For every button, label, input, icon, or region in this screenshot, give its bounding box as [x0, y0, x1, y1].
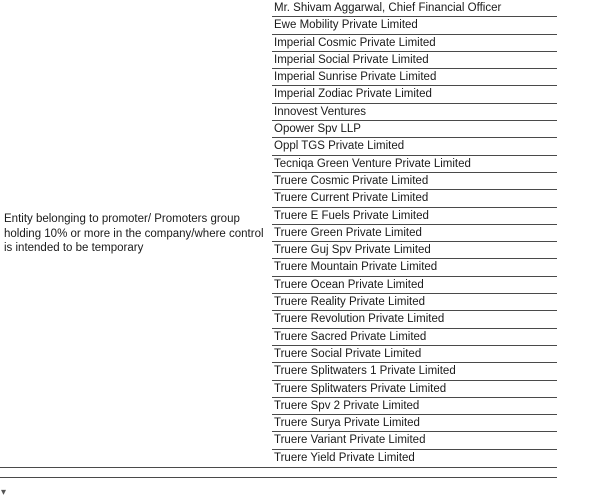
- list-item: Truere Yield Private Limited: [274, 451, 415, 464]
- list-item: Truere Spv 2 Private Limited: [272, 398, 557, 415]
- list-item: Truere Guj Spv Private Limited: [272, 242, 557, 259]
- list-item: Truere E Fuels Private Limited: [272, 208, 557, 225]
- entity-label-text: Entity belonging to promoter/ Promoters group holding 10% or more in the company/where control is intended to be temporary: [4, 213, 264, 254]
- list-item: Truere Social Private Limited: [272, 346, 557, 363]
- list-item: Opower Spv LLP: [272, 121, 557, 138]
- list-item: Truere Mountain Private Limited: [272, 259, 557, 276]
- list-item: Imperial Cosmic Private Limited: [272, 35, 557, 52]
- entity-label-cell: [0, 0, 272, 468]
- list-item: Truere Reality Private Limited: [272, 294, 557, 311]
- list-item: Truere Variant Private Limited: [272, 432, 557, 449]
- list-item: Imperial Sunrise Private Limited: [272, 69, 557, 86]
- bottom-divider: [0, 477, 557, 478]
- list-item: Truere Sacred Private Limited: [272, 329, 557, 346]
- list-item: Truere Current Private Limited: [272, 190, 557, 207]
- list-item: Ewe Mobility Private Limited: [272, 17, 557, 34]
- list-item: Truere Splitwaters Private Limited: [272, 381, 557, 398]
- list-item: Truere Surya Private Limited: [272, 415, 557, 432]
- list-item: Innovest Ventures: [272, 104, 557, 121]
- list-item: Imperial Social Private Limited: [272, 52, 557, 69]
- list-item: Truere Ocean Private Limited: [272, 277, 557, 294]
- list-item: Tecniqa Green Venture Private Limited: [272, 156, 557, 173]
- list-item: Truere Green Private Limited: [272, 225, 557, 242]
- list-item: Truere Revolution Private Limited: [272, 311, 557, 328]
- list-item: Truere Splitwaters 1 Private Limited: [272, 363, 557, 380]
- list-item: Mr. Shivam Aggarwal, Chief Financial Officer: [272, 0, 557, 17]
- list-item: Truere Cosmic Private Limited: [272, 173, 557, 190]
- entity-list: [272, 0, 557, 467]
- list-item: Imperial Zodiac Private Limited: [272, 86, 557, 103]
- entity-values-cell: [272, 0, 557, 468]
- list-item: Oppl TGS Private Limited: [272, 138, 557, 155]
- text-cursor-caret: ▾: [1, 487, 7, 498]
